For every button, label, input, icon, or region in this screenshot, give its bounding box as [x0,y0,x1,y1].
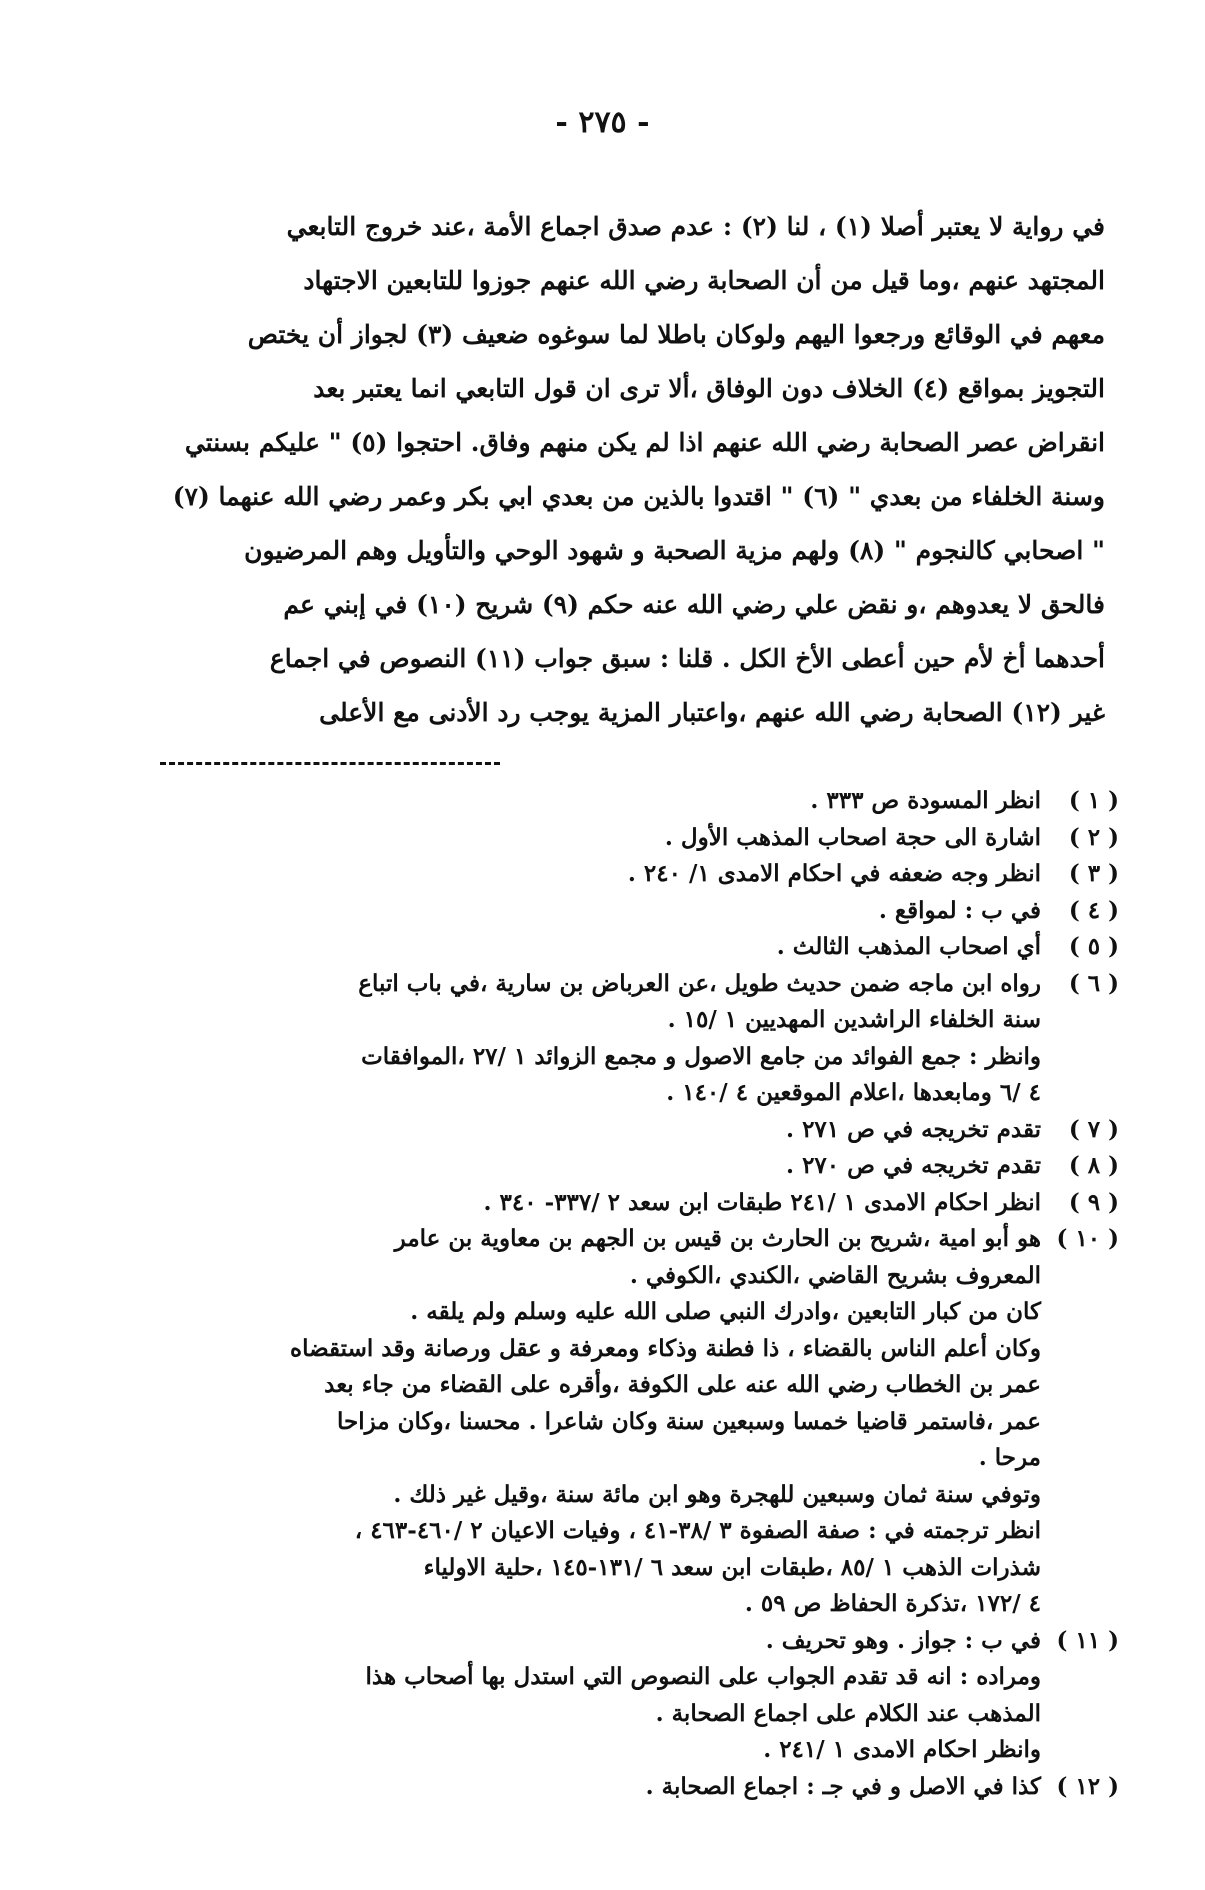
footnote-number: ( ٢ ) [1068,823,1119,851]
footnote-number: ( ١١ ) [1056,1626,1119,1654]
footnote-line: مرحا . [978,1444,1041,1471]
footnote [80,783,1119,820]
footnote-body [80,1769,1041,1806]
footnotes [80,783,1125,1805]
footnote-line: كذا في الاصل و في جـ : اجماع الصحابة . [645,1772,1041,1800]
footnote-line: وتوفي سنة ثمان وسبعين للهجرة وهو ابن مائة سنة ،وقيل غير ذلك . [393,1480,1041,1508]
main-text-line: المجتهد عنهم ،وما قيل من أن الصحابة رضي الله عنهم جوزوا للتابعين الاجتهاد [303,266,1105,295]
footnote-line: انظر احكام الامدى ١ /٢٤١ طبقات ابن سعد ٢ /٣٣٧- ٣٤٠ . [483,1188,1041,1216]
footnote-line: تقدم تخريجه في ص ٢٧١ . [786,1115,1041,1143]
footnote-line: في ب : جواز . وهو تحريف . [765,1626,1041,1654]
main-text-line: غير (١٢) الصحابة رضي الله عنهم ،واعتبار المزية يوجب رد الأدنى مع الأعلى [319,698,1105,727]
footnote [80,856,1119,893]
footnote-body [80,1221,1041,1623]
footnote [80,1769,1119,1806]
footnote-line: ٤ /٦ ومابعدها ،اعلام الموقعين ٤ /١٤٠ . [666,1079,1041,1106]
main-text-line: انقراض عصر الصحابة رضي الله عنهم اذا لم يكن منهم وفاق. احتجوا (٥) " عليكم بسنتي [184,428,1105,457]
footnote-body [80,856,1041,893]
footnote-number: ( ٧ ) [1068,1115,1119,1143]
main-text [80,200,1125,740]
footnote-line: ٤ /١٧٢ ،تذكرة الحفاظ ص ٥٩ . [744,1590,1041,1617]
footnote-number: ( ٣ ) [1068,860,1119,887]
footnote-line: هو أبو امية ،شريح بن الحارث بن قيس بن الجهم بن معاوية بن عامر [394,1225,1041,1252]
footnote-number: ( ١٠ ) [1056,1225,1119,1252]
footnote-line: عمر بن الخطاب رضي الله عنه على الكوفة ،وأقره على القضاء من جاء بعد [324,1371,1041,1398]
footnote-line: انظر وجه ضعفه في احكام الامدى ١/ ٢٤٠ . [627,860,1041,887]
footnote-body [80,929,1041,966]
footnote [80,966,1119,1112]
footnote-line: وكان أعلم الناس بالقضاء ، ذا فطنة وذكاء ومعرفة و عقل ورصانة وقد استقضاه [290,1334,1041,1362]
footnote-line: أي اصحاب المذهب الثالث . [776,933,1041,960]
footnote-line: شذرات الذهب ١ /٨٥ ،طبقات ابن سعد ٦ /١٣١-١٤٥ ،حلية الاولياء [423,1553,1041,1581]
footnote-body [80,893,1041,930]
page-number: - ٢٧٥ - [555,105,650,140]
footnote-line: وانظر : جمع الفوائد من جامع الاصول و مجمع الزوائد ١ /٢٧ ،الموافقات [361,1042,1041,1070]
main-text-line: فالحق لا يعدوهم ،و نقض علي رضي الله عنه حكم (٩) شريح (١٠) في إبني عم [283,590,1105,619]
footnote-body [80,1112,1041,1149]
footnote-separator [160,762,500,765]
footnote-line: كان من كبار التابعين ،وادرك النبي صلى الله عليه وسلم ولم يلقه . [410,1298,1041,1325]
footnote-line: المذهب عند الكلام على اجماع الصحابة . [655,1699,1041,1727]
footnote [80,893,1119,930]
footnote-number: ( ١ ) [1068,787,1119,814]
footnote-line: عمر ،فاستمر قاضيا خمسا وسبعين سنة وكان شاعرا . محسنا ،وكان مزاحا [336,1407,1041,1435]
footnote-line: اشارة الى حجة اصحاب المذهب الأول . [664,823,1041,851]
footnote-number: ( ٥ ) [1068,933,1119,960]
footnote-line: انظر المسودة ص ٣٣٣ . [810,787,1041,814]
footnote-line: في ب : لمواقع . [878,896,1041,924]
main-text-line: التجويز بمواقع (٤) الخلاف دون الوفاق ،ألا ترى ان قول التابعي انما يعتبر بعد [313,374,1105,403]
main-text-line: وسنة الخلفاء من بعدي " (٦) " اقتدوا بالذين من بعدي ابي بكر وعمر رضي الله عنهما (٧) [172,482,1105,511]
footnote-line: المعروف بشريح القاضي ،الكندي ،الكوفي . [629,1261,1041,1289]
footnote [80,1221,1119,1623]
main-text-line: أحدهما أخ لأم حين أعطى الأخ الكل . قلنا : سبق جواب (١١) النصوص في اجماع [269,644,1105,673]
footnote-number: ( ٦ ) [1068,969,1119,997]
footnote-body [80,966,1041,1112]
footnote-body [80,1623,1041,1769]
footnote-number: ( ٨ ) [1068,1152,1119,1179]
footnote-body [80,783,1041,820]
main-text-line: في رواية لا يعتبر أصلا (١) ، لنا (٢) : عدم صدق اجماع الأمة ،عند خروج التابعي [286,212,1105,241]
footnote-line: انظر ترجمته في : صفة الصفوة ٣ /٣٨-٤١ ، وفيات الاعيان ٢ /٤٦٠-٤٦٣ ، [354,1517,1041,1544]
footnote-body [80,820,1041,857]
footnote [80,929,1119,966]
main-text-line: " اصحابي كالنجوم " (٨) ولهم مزية الصحبة و شهود الوحي والتأويل وهم المرضيون [244,536,1105,565]
footnote [80,820,1119,857]
main-text-line: معهم في الوقائع ورجعوا اليهم ولوكان باطلا لما سوغوه ضعيف (٣) لجواز أن يختص [247,320,1105,349]
footnote [80,1112,1119,1149]
footnote-line: رواه ابن ماجه ضمن حديث طويل ،عن العرباض بن سارية ،في باب اتباع [358,969,1041,997]
footnote-number: ( ١٢ ) [1056,1772,1119,1800]
footnote-line: ومراده : انه قد تقدم الجواب على النصوص التي استدل بها أصحاب هذا [365,1663,1041,1690]
footnote-number: ( ٤ ) [1068,896,1119,924]
footnote-line: وانظر احكام الامدى ١ /٢٤١ . [763,1736,1041,1763]
footnote [80,1623,1119,1769]
footnote-line: سنة الخلفاء الراشدين المهديين ١ /١٥ . [667,1006,1041,1033]
footnote-body [80,1148,1041,1185]
footnote [80,1185,1119,1222]
footnote [80,1148,1119,1185]
footnote-body [80,1185,1041,1222]
footnote-number: ( ٩ ) [1068,1188,1119,1216]
footnote-line: تقدم تخريجه في ص ٢٧٠ . [786,1152,1041,1179]
